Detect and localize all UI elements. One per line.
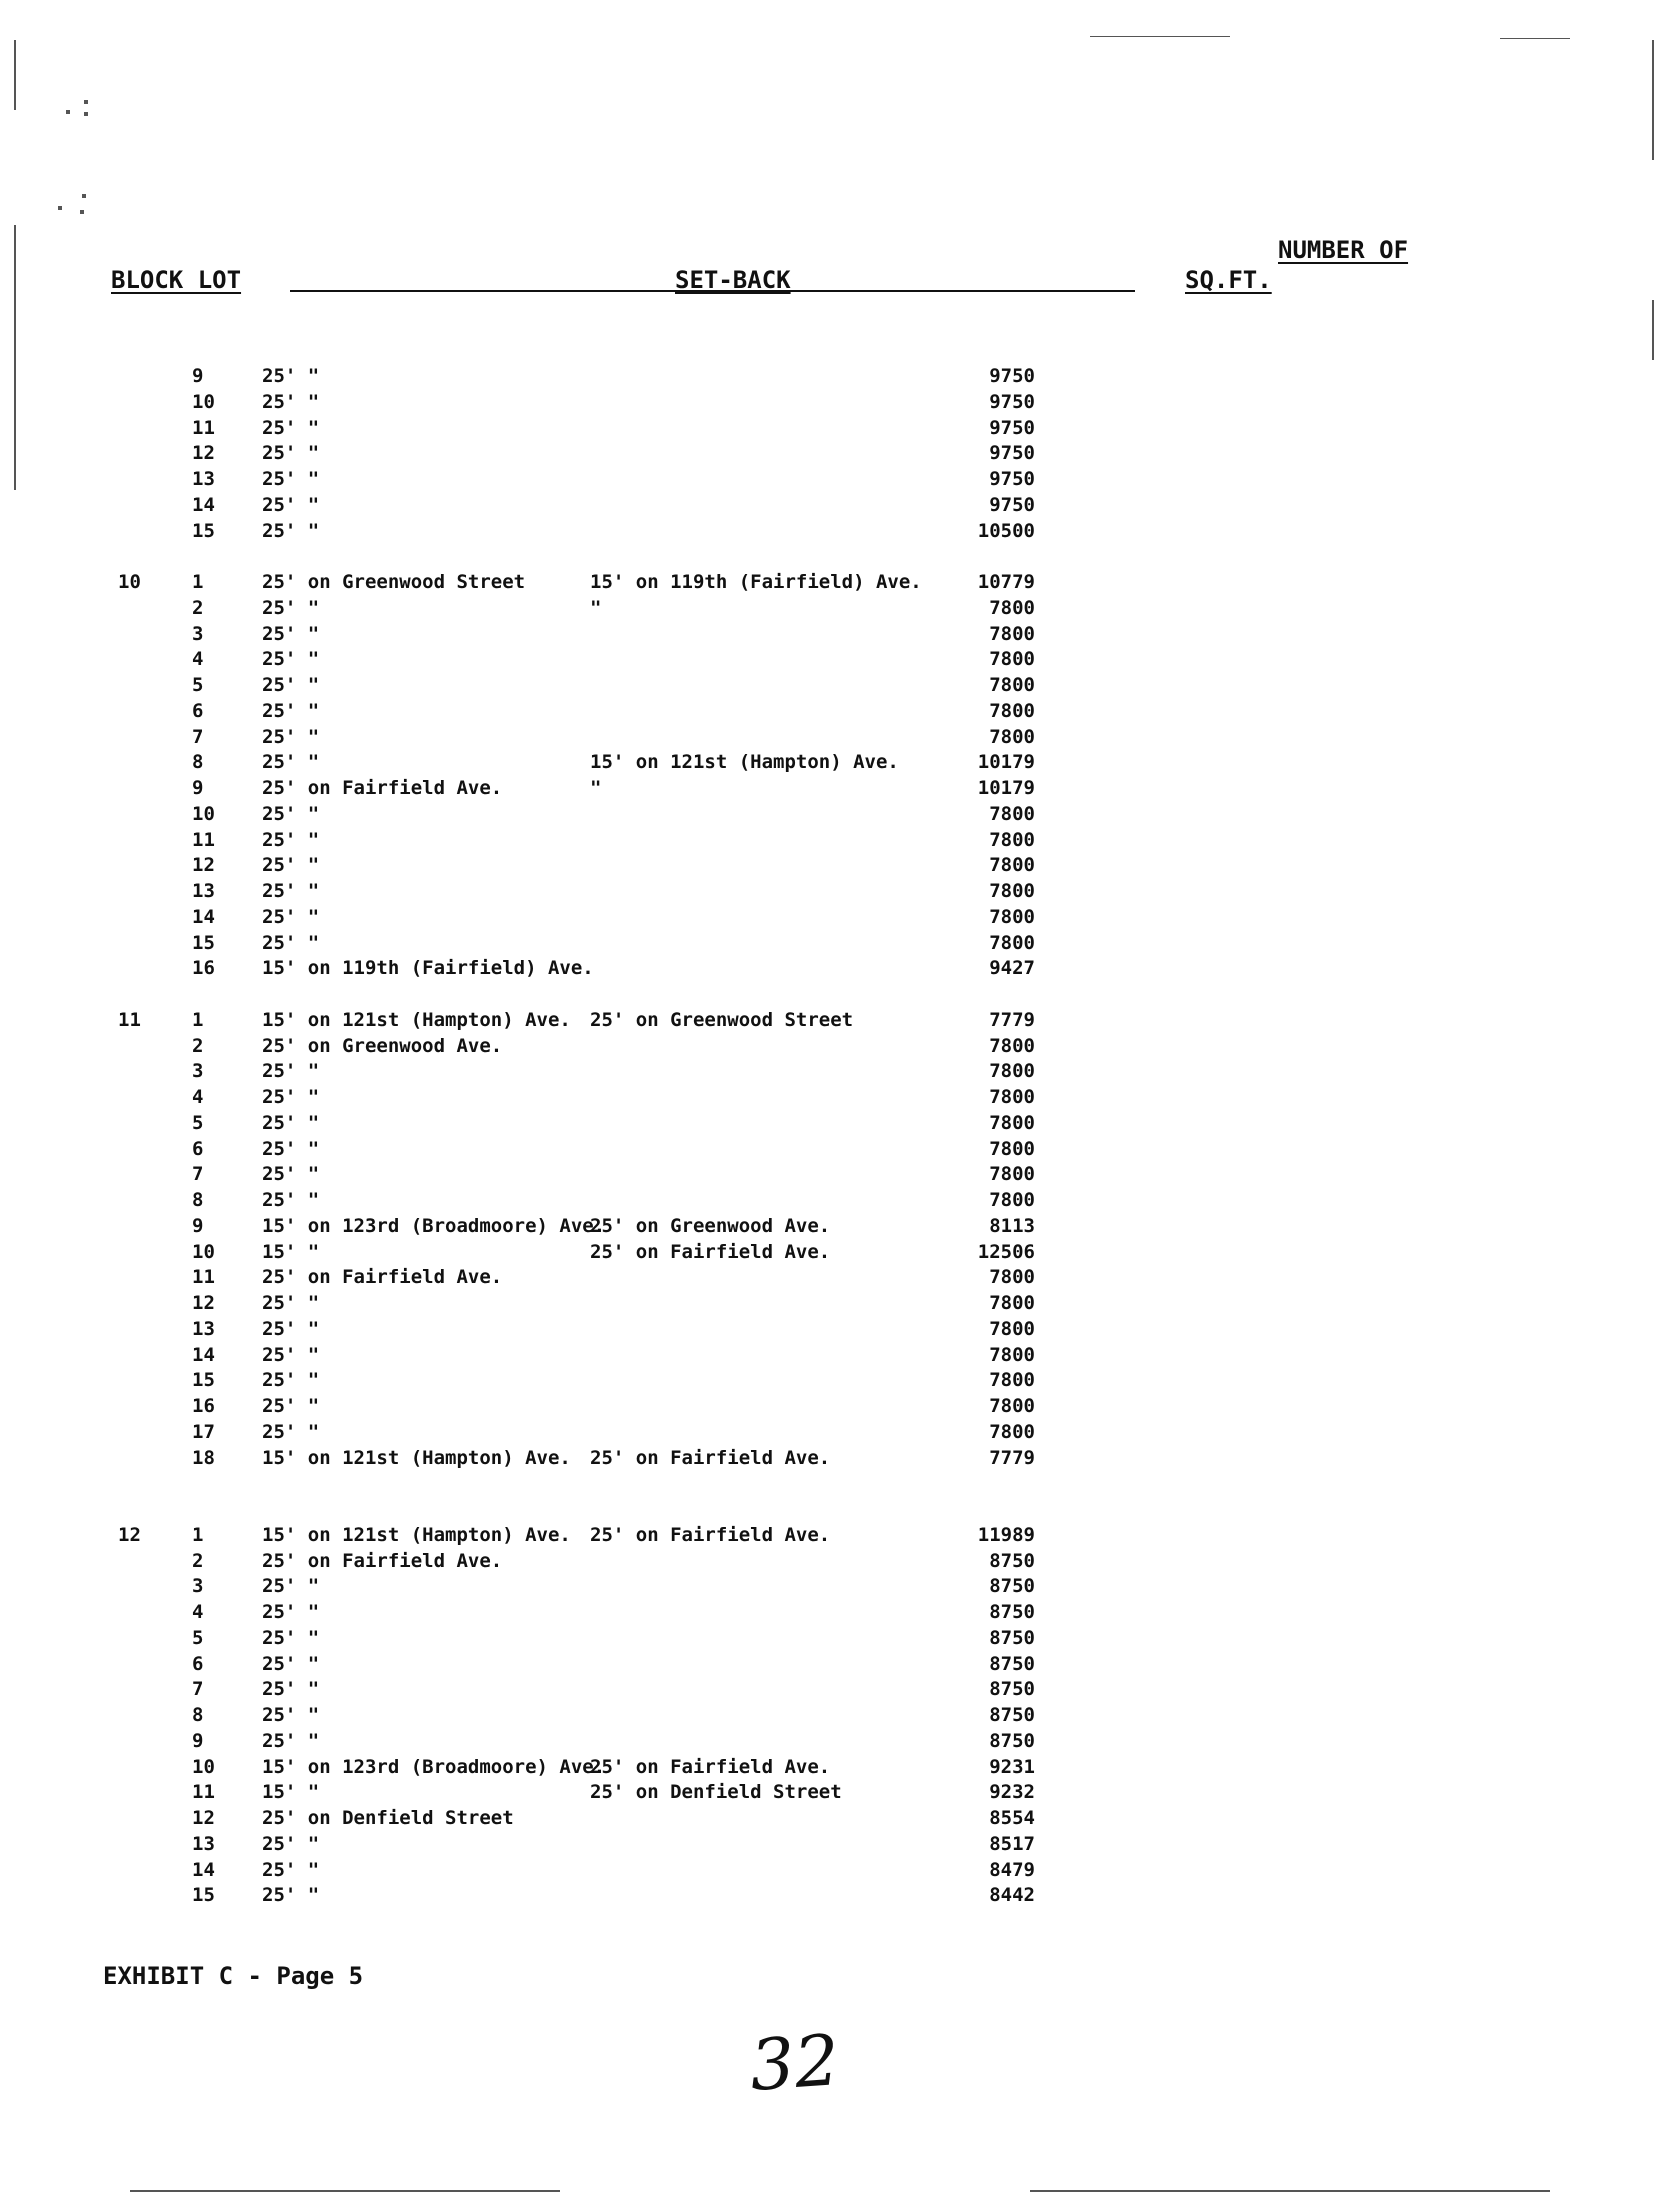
setback-primary-cell: 25' on Greenwood Street [262, 571, 526, 593]
scan-mark [1090, 36, 1230, 37]
lot-cell: 16 [192, 957, 215, 980]
sq-ft-cell: 7800 [989, 648, 1035, 671]
table-row [0, 749, 1668, 775]
setback-primary-cell: 25' " [262, 1729, 320, 1752]
setback-primary-cell: 25' " [262, 1317, 320, 1340]
lot-cell: 12 [192, 1807, 215, 1829]
sq-ft-cell: 9427 [989, 957, 1035, 980]
lot-cell: 14 [192, 1343, 215, 1366]
header-sq-ft: SQ.FT. [1185, 266, 1272, 294]
table-row [0, 1805, 1668, 1831]
lot-cell: 10 [192, 802, 215, 825]
setback-secondary-cell: 15' on 119th (Fairfield) Ave. [590, 571, 922, 593]
sq-ft-cell: 7800 [989, 854, 1035, 877]
table-row [0, 595, 1668, 621]
lot-cell: 7 [192, 725, 204, 748]
table-row [0, 492, 1668, 518]
setback-primary-cell: 15' on 123rd (Broadmoore) Ave. [262, 1755, 606, 1778]
sq-ft-cell: 7800 [989, 880, 1035, 902]
table-row [0, 1316, 1668, 1342]
table-row [0, 904, 1668, 930]
setback-primary-cell: 25' " [262, 648, 320, 671]
setback-primary-cell: 25' " [262, 365, 320, 387]
lot-cell: 9 [192, 1214, 204, 1237]
sq-ft-cell: 8750 [989, 1678, 1035, 1701]
sq-ft-cell: 9232 [989, 1781, 1035, 1804]
table-row [0, 1342, 1668, 1368]
scan-mark [1652, 300, 1654, 360]
table-row [0, 646, 1668, 672]
lot-cell: 13 [192, 1317, 215, 1340]
table-row [0, 1033, 1668, 1059]
setback-secondary-cell: 15' on 121st (Hampton) Ave. [590, 751, 899, 774]
setback-primary-cell: 15' on 121st (Hampton) Ave. [262, 1008, 571, 1031]
table-row [0, 1393, 1668, 1419]
setback-primary-cell: 25' " [262, 416, 320, 439]
table-row [0, 389, 1668, 415]
sq-ft-cell: 10500 [977, 519, 1035, 542]
sq-ft-cell: 9750 [989, 365, 1035, 387]
sq-ft-cell: 7800 [989, 1086, 1035, 1108]
table-row [0, 1728, 1668, 1754]
lot-cell: 11 [192, 828, 215, 851]
table-row [0, 1831, 1668, 1857]
setback-primary-cell: 25' " [262, 905, 320, 928]
lot-cell: 9 [192, 777, 204, 799]
lot-cell: 2 [192, 596, 204, 619]
table-row [0, 1676, 1668, 1702]
block-cell: 10 [118, 571, 141, 593]
setback-primary-cell: 25' " [262, 493, 320, 516]
table-row [0, 1264, 1668, 1290]
setback-primary-cell: 25' " [262, 1395, 320, 1417]
lot-cell: 2 [192, 1034, 204, 1057]
sq-ft-cell: 7800 [989, 1060, 1035, 1083]
table-row [0, 930, 1668, 956]
sq-ft-cell: 9750 [989, 468, 1035, 490]
lot-cell: 13 [192, 880, 215, 902]
table-row [0, 1651, 1668, 1677]
lot-cell: 15 [192, 931, 215, 954]
table-row [0, 1084, 1668, 1110]
lot-cell: 8 [192, 751, 204, 774]
lot-cell: 6 [192, 1137, 204, 1160]
table-row [0, 1367, 1668, 1393]
sq-ft-cell: 8750 [989, 1549, 1035, 1572]
setback-primary-cell: 25' " [262, 725, 320, 748]
setback-primary-cell: 15' on 119th (Fairfield) Ave. [262, 957, 594, 980]
lot-cell: 5 [192, 674, 204, 696]
sq-ft-cell: 7800 [989, 1420, 1035, 1443]
sq-ft-cell: 7800 [989, 828, 1035, 851]
scan-mark [82, 194, 86, 198]
table-row [0, 1213, 1668, 1239]
setback-secondary-cell: 25' on Fairfield Ave. [590, 1240, 831, 1263]
setback-primary-cell: 25' " [262, 828, 320, 851]
table-row [0, 852, 1668, 878]
lot-cell: 5 [192, 1111, 204, 1134]
lot-cell: 12 [192, 442, 215, 465]
table-row [0, 1419, 1668, 1445]
sq-ft-cell: 9750 [989, 493, 1035, 516]
setback-primary-cell: 25' " [262, 1189, 320, 1211]
sq-ft-cell: 12506 [977, 1240, 1035, 1263]
lot-cell: 16 [192, 1395, 215, 1417]
scan-mark [80, 210, 84, 214]
sq-ft-cell: 8554 [989, 1807, 1035, 1829]
setback-primary-cell: 25' " [262, 1060, 320, 1083]
setback-primary-cell: 25' " [262, 1420, 320, 1443]
setback-secondary-cell: 25' on Greenwood Street [590, 1008, 854, 1031]
sq-ft-cell: 7800 [989, 674, 1035, 696]
lot-cell: 5 [192, 1626, 204, 1649]
lot-cell: 8 [192, 1704, 204, 1726]
setback-primary-cell: 25' " [262, 1601, 320, 1623]
setback-primary-cell: 25' " [262, 931, 320, 954]
table-row [0, 1548, 1668, 1574]
table-row [0, 1058, 1668, 1084]
setback-primary-cell: 25' " [262, 1575, 320, 1598]
sq-ft-cell: 7800 [989, 1292, 1035, 1314]
setback-primary-cell: 25' " [262, 802, 320, 825]
sq-ft-cell: 8113 [989, 1214, 1035, 1237]
table-row [0, 569, 1668, 595]
sq-ft-cell: 7800 [989, 1317, 1035, 1340]
sq-ft-cell: 10179 [977, 777, 1035, 799]
setback-primary-cell: 25' " [262, 622, 320, 645]
sq-ft-cell: 9750 [989, 442, 1035, 465]
scan-mark [1652, 40, 1654, 160]
table-row [0, 827, 1668, 853]
scan-mark [1500, 38, 1570, 39]
sq-ft-cell: 8442 [989, 1884, 1035, 1907]
setback-primary-cell: 25' on Fairfield Ave. [262, 1266, 503, 1289]
lot-cell: 11 [192, 416, 215, 439]
lot-cell: 4 [192, 648, 204, 671]
lot-cell: 10 [192, 390, 215, 413]
sq-ft-cell: 7779 [989, 1446, 1035, 1469]
lot-cell: 3 [192, 1060, 204, 1083]
setback-primary-cell: 25' " [262, 1369, 320, 1392]
exhibit-label: EXHIBIT C - Page 5 [103, 1962, 364, 1990]
setback-primary-cell: 25' " [262, 699, 320, 722]
sq-ft-cell: 8750 [989, 1652, 1035, 1675]
scan-mark [58, 206, 62, 210]
setback-primary-cell: 25' " [262, 1858, 320, 1881]
sq-ft-cell: 7800 [989, 1369, 1035, 1392]
lot-cell: 12 [192, 1292, 215, 1314]
setback-primary-cell: 25' " [262, 854, 320, 877]
sq-ft-cell: 7800 [989, 622, 1035, 645]
setback-primary-cell: 25' on Denfield Street [262, 1807, 514, 1829]
setback-secondary-cell: " [590, 596, 602, 619]
table-row [0, 1754, 1668, 1780]
setback-primary-cell: 25' " [262, 442, 320, 465]
lot-cell: 12 [192, 854, 215, 877]
table-row [0, 1187, 1668, 1213]
lot-cell: 6 [192, 1652, 204, 1675]
sq-ft-cell: 7800 [989, 931, 1035, 954]
setback-primary-cell: 25' " [262, 1343, 320, 1366]
table-row [0, 1239, 1668, 1265]
lot-cell: 14 [192, 905, 215, 928]
lot-cell: 10 [192, 1240, 215, 1263]
sq-ft-cell: 7800 [989, 1395, 1035, 1417]
sq-ft-cell: 8750 [989, 1704, 1035, 1726]
setback-primary-cell: 25' " [262, 519, 320, 542]
sq-ft-cell: 9750 [989, 416, 1035, 439]
setback-primary-cell: 15' " [262, 1781, 320, 1804]
table-row [0, 466, 1668, 492]
setback-primary-cell: 25' " [262, 1832, 320, 1855]
table-row [0, 1007, 1668, 1033]
sq-ft-cell: 8750 [989, 1729, 1035, 1752]
sq-ft-cell: 8750 [989, 1626, 1035, 1649]
setback-secondary-cell: 25' on Fairfield Ave. [590, 1755, 831, 1778]
setback-secondary-cell: " [590, 777, 602, 799]
lot-cell: 7 [192, 1678, 204, 1701]
lot-cell: 1 [192, 571, 204, 593]
sq-ft-cell: 8479 [989, 1858, 1035, 1881]
table-row [0, 518, 1668, 544]
setback-secondary-cell: 25' on Fairfield Ave. [590, 1523, 831, 1546]
table-row [0, 621, 1668, 647]
setback-primary-cell: 15' on 121st (Hampton) Ave. [262, 1446, 571, 1469]
lot-cell: 7 [192, 1163, 204, 1186]
sq-ft-cell: 9231 [989, 1755, 1035, 1778]
setback-primary-cell: 25' " [262, 596, 320, 619]
header-block-lot: BLOCK LOT [111, 266, 242, 294]
sq-ft-cell: 7800 [989, 905, 1035, 928]
sq-ft-cell: 7800 [989, 1137, 1035, 1160]
setback-primary-cell: 25' " [262, 468, 320, 490]
table-row [0, 1857, 1668, 1883]
scan-mark [1030, 2190, 1550, 2192]
setback-primary-cell: 25' " [262, 1292, 320, 1314]
setback-primary-cell: 25' " [262, 1884, 320, 1907]
sq-ft-cell: 8517 [989, 1832, 1035, 1855]
lot-cell: 1 [192, 1008, 204, 1031]
table-row [0, 1702, 1668, 1728]
lot-cell: 2 [192, 1549, 204, 1572]
sq-ft-cell: 7800 [989, 1034, 1035, 1057]
setback-primary-cell: 25' " [262, 880, 320, 902]
lot-cell: 14 [192, 493, 215, 516]
setback-primary-cell: 25' " [262, 1704, 320, 1726]
header-number-of: NUMBER OF [1278, 236, 1409, 264]
setback-primary-cell: 25' " [262, 1626, 320, 1649]
block-cell: 12 [118, 1523, 141, 1546]
setback-primary-cell: 25' " [262, 1086, 320, 1108]
handwritten-page-number: 32 [747, 2018, 842, 2108]
scan-mark [84, 112, 88, 116]
lot-cell: 8 [192, 1189, 204, 1211]
setback-primary-cell: 25' " [262, 751, 320, 774]
lot-cell: 11 [192, 1266, 215, 1289]
lot-cell: 13 [192, 1832, 215, 1855]
table-row [0, 1882, 1668, 1908]
setback-primary-cell: 15' " [262, 1240, 320, 1263]
table-row [0, 1522, 1668, 1548]
scan-mark [66, 110, 70, 114]
setback-primary-cell: 25' " [262, 1111, 320, 1134]
lot-cell: 14 [192, 1858, 215, 1881]
setback-primary-cell: 25' " [262, 390, 320, 413]
table-row [0, 1445, 1668, 1471]
table-row [0, 440, 1668, 466]
sq-ft-cell: 7800 [989, 699, 1035, 722]
setback-primary-cell: 25' " [262, 1137, 320, 1160]
lot-cell: 9 [192, 365, 204, 387]
setback-primary-cell: 25' " [262, 674, 320, 696]
scan-mark [130, 2190, 560, 2192]
lot-cell: 17 [192, 1420, 215, 1443]
sq-ft-cell: 8750 [989, 1575, 1035, 1598]
setback-primary-cell: 25' on Greenwood Ave. [262, 1034, 503, 1057]
lot-cell: 6 [192, 699, 204, 722]
block-cell: 11 [118, 1008, 141, 1031]
setback-primary-cell: 15' on 123rd (Broadmoore) Ave. [262, 1214, 606, 1237]
table-row [0, 363, 1668, 389]
setback-secondary-cell: 25' on Fairfield Ave. [590, 1446, 831, 1469]
table-row [0, 1573, 1668, 1599]
table-row [0, 1161, 1668, 1187]
table-row [0, 415, 1668, 441]
table-row [0, 1290, 1668, 1316]
lot-cell: 4 [192, 1086, 204, 1108]
lot-cell: 15 [192, 519, 215, 542]
setback-primary-cell: 25' " [262, 1163, 320, 1186]
sq-ft-cell: 7800 [989, 802, 1035, 825]
header-setback: SET-BACK [675, 266, 791, 294]
sq-ft-cell: 7800 [989, 725, 1035, 748]
sq-ft-cell: 10779 [977, 571, 1035, 593]
sq-ft-cell: 7800 [989, 1266, 1035, 1289]
lot-cell: 13 [192, 468, 215, 490]
lot-cell: 18 [192, 1446, 215, 1469]
setback-primary-cell: 25' " [262, 1652, 320, 1675]
lot-cell: 3 [192, 622, 204, 645]
table-row [0, 724, 1668, 750]
table-row [0, 672, 1668, 698]
setback-primary-cell: 25' on Fairfield Ave. [262, 1549, 503, 1572]
table-row [0, 1599, 1668, 1625]
lot-cell: 11 [192, 1781, 215, 1804]
sq-ft-cell: 7779 [989, 1008, 1035, 1031]
lot-cell: 4 [192, 1601, 204, 1623]
lot-cell: 3 [192, 1575, 204, 1598]
sq-ft-cell: 7800 [989, 1343, 1035, 1366]
sq-ft-cell: 7800 [989, 1163, 1035, 1186]
scan-mark [84, 100, 88, 104]
sq-ft-cell: 8750 [989, 1601, 1035, 1623]
sq-ft-cell: 7800 [989, 1111, 1035, 1134]
setback-primary-cell: 25' " [262, 1678, 320, 1701]
setback-secondary-cell: 25' on Denfield Street [590, 1781, 842, 1804]
table-row [0, 775, 1668, 801]
table-row [0, 1625, 1668, 1651]
setback-primary-cell: 25' on Fairfield Ave. [262, 777, 503, 799]
sq-ft-cell: 7800 [989, 1189, 1035, 1211]
lot-cell: 10 [192, 1755, 215, 1778]
table-row [0, 1136, 1668, 1162]
table-row [0, 801, 1668, 827]
table-row [0, 698, 1668, 724]
sq-ft-cell: 11989 [977, 1523, 1035, 1546]
lot-cell: 15 [192, 1884, 215, 1907]
lot-cell: 15 [192, 1369, 215, 1392]
setback-secondary-cell: 25' on Greenwood Ave. [590, 1214, 831, 1237]
scan-mark [14, 40, 16, 110]
lot-cell: 1 [192, 1523, 204, 1546]
setback-primary-cell: 15' on 121st (Hampton) Ave. [262, 1523, 571, 1546]
table-row [0, 1779, 1668, 1805]
sq-ft-cell: 10179 [977, 751, 1035, 774]
lot-cell: 9 [192, 1729, 204, 1752]
table-row [0, 1110, 1668, 1136]
sq-ft-cell: 7800 [989, 596, 1035, 619]
sq-ft-cell: 9750 [989, 390, 1035, 413]
table-row [0, 955, 1668, 981]
table-row [0, 878, 1668, 904]
